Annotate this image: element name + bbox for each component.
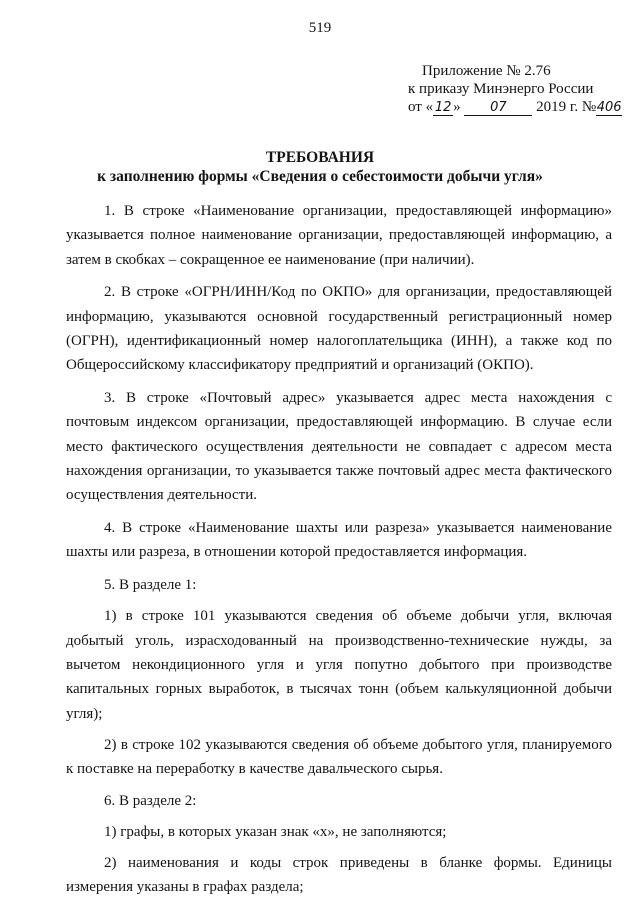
paragraph-6-item-1: 1) графы, в которых указан знак «х», не заполняются; [104,823,447,840]
appendix-date-line [408,98,622,116]
handwritten-day: 12 [434,100,452,115]
paragraph-5: 5. В разделе 1: [104,577,197,594]
paragraph-2: 2. В строке «ОГРН/ИНН/Код по ОКПО» для организации, предоставляющей информацию, указываются основной государственный регистрационный номер (ОГРН), идентификационный номер налогоплательщика (ИНН), а также код по Общероссийскому классификатору предприятий и организаций (ОКПО). [66,284,612,374]
appendix-title: Приложение № 2.76 [422,63,551,79]
paragraph-6-item-2: 2) наименования и коды строк приведены в бланке формы. Единицы измерения указаны в графах раздела; [66,855,612,896]
appendix-order: к приказу Минэнерго России [408,81,594,97]
document-heading [0,148,640,186]
date-prefix: от « [408,99,434,115]
appendix-block [408,62,622,116]
paragraph-5-item-2: 2) в строке 102 указываются сведения об объеме добытого угля, планируемого к поставке на переработку в качестве давальческого сырья. [66,736,612,778]
paragraph-3: 3. В строке «Почтовый адрес» указывается адрес места нахождения с почтовым индексом организации, предоставляющей информацию. В случае если место фактического осуществления деятельности не совпадает с адресом места нахождения организации, то указывается также почтовый адрес места фактического осуществления деятельности. [66,390,612,504]
paragraph-1: 1. В строке «Наименование организации, предоставляющей информацию» указывается полное наименование организации, предоставляющей информацию, а затем в скобках – сокращенное ее наименование (при наличии). [66,203,612,268]
paragraph-4: 4. В строке «Наименование шахты или разреза» указывается наименование шахты или разреза, в отношении которой предоставляется информация. [66,520,612,561]
date-mid: » [453,99,465,115]
date-year: 2019 г. № [532,99,597,115]
heading-subtitle: к заполнению формы «Сведения о себестоимости добычи угля» [97,168,543,185]
paragraph-5-item-1: 1) в строке 101 указываются сведения об объеме добычи угля, включая добытый уголь, израсходованный на производственно-технические нужды, за вычетом некондиционного угля и угля попутно добытого при производстве капитальных горных выработок, в тысячах тонн (объем калькуляционной добычи угля); [66,608,612,722]
heading-title: ТРЕБОВАНИЯ [265,149,375,166]
handwritten-month: 07 [464,101,532,116]
paragraph-6: 6. В разделе 2: [104,792,197,809]
page-number: 519 [308,20,332,36]
document-body [66,199,612,907]
handwritten-order-number: 406 [596,100,622,115]
